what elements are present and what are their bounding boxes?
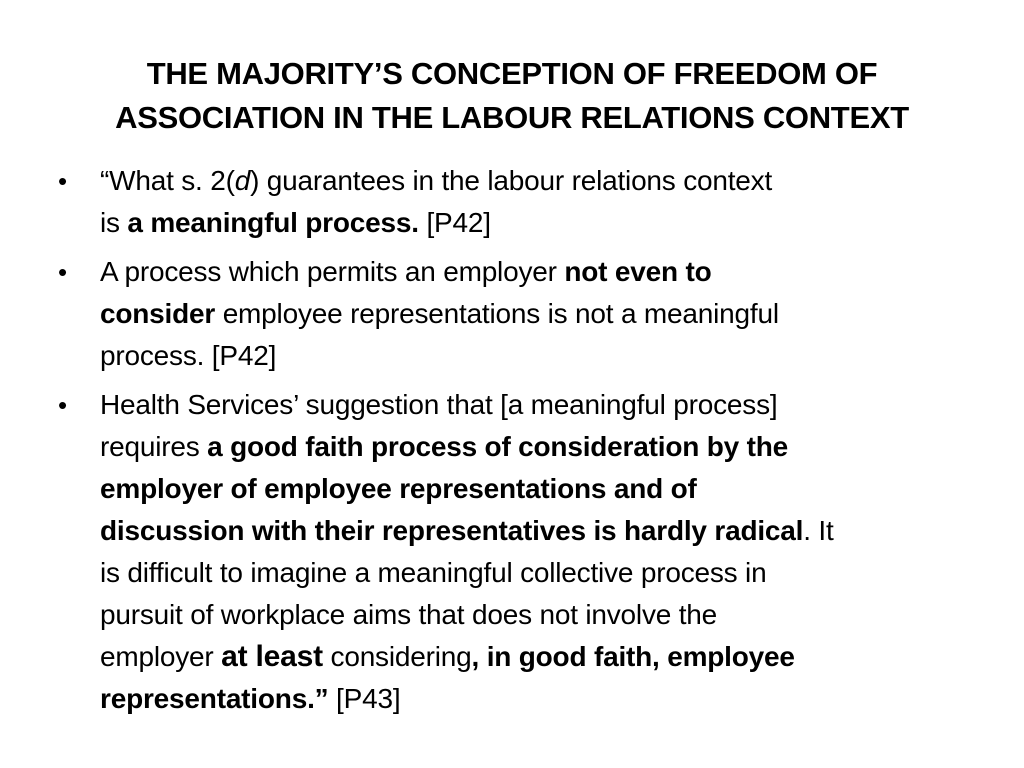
bold-text-run: representations.” <box>100 683 329 714</box>
bold-text-run: discussion with their representatives is hardly radical <box>100 515 804 546</box>
text-run: Health Services’ suggestion that [a meaningful process] <box>100 389 778 420</box>
text-run: “What s. 2( <box>100 165 235 196</box>
bold-text-run: not even to <box>564 256 712 287</box>
text-run: process. [P42] <box>100 340 277 371</box>
text-run: . It <box>803 515 834 546</box>
bold-text-run: employer of employee representations and of <box>100 473 697 504</box>
slide-title-line-2: ASSOCIATION IN THE LABOUR RELATIONS CONTEXT <box>115 100 909 135</box>
bold-text-run: , in good faith, employee <box>471 641 795 672</box>
bullet-3-line-8 <box>100 678 976 720</box>
bullet-item-1 <box>56 160 976 244</box>
text-run: employee representations is not a meaningful <box>215 298 779 329</box>
bullet-item-3 <box>56 384 976 720</box>
text-run: A process which permits an employer <box>100 256 565 287</box>
bullet-1-line-2 <box>100 202 976 244</box>
text-run: [P42] <box>418 207 491 238</box>
bullet-1-line-1 <box>100 160 976 202</box>
text-run: is difficult to imagine a meaningful collective process in <box>100 557 767 588</box>
bold-text-run: consider <box>100 298 216 329</box>
text-run: ) guarantees in the labour relations context <box>250 165 773 196</box>
text-run: considering <box>322 641 472 672</box>
bullet-2-line-3 <box>100 335 976 377</box>
bullet-3-line-1 <box>100 384 976 426</box>
italic-text-run: d <box>234 165 251 196</box>
text-run: requires <box>100 431 208 462</box>
text-run: is <box>100 207 128 238</box>
bullet-icon: • <box>58 257 67 287</box>
bold-text-run: at least <box>221 640 323 673</box>
bullet-item-2 <box>56 251 976 377</box>
bullet-3-line-2 <box>100 426 976 468</box>
bold-text-run: a meaningful process. <box>127 207 419 238</box>
text-run: pursuit of workplace aims that does not involve the <box>100 599 718 630</box>
bullet-2-line-1 <box>100 251 976 293</box>
slide-title-line-1: THE MAJORITY’S CONCEPTION OF FREEDOM OF <box>146 56 878 91</box>
bullet-icon: • <box>58 390 67 420</box>
bullet-2-line-2 <box>100 293 976 335</box>
bullet-3-line-4 <box>100 510 976 552</box>
bullet-3-line-5 <box>100 552 976 594</box>
bullet-3-line-7 <box>100 636 976 678</box>
bullet-3-line-3 <box>100 468 976 510</box>
text-run: [P43] <box>328 683 401 714</box>
bold-text-run: a good faith process of consideration by the <box>207 431 788 462</box>
bullet-list <box>56 160 976 720</box>
bullet-3-line-6 <box>100 594 976 636</box>
slide-title <box>40 52 984 140</box>
bullet-icon: • <box>58 166 67 196</box>
text-run: employer <box>100 641 222 672</box>
